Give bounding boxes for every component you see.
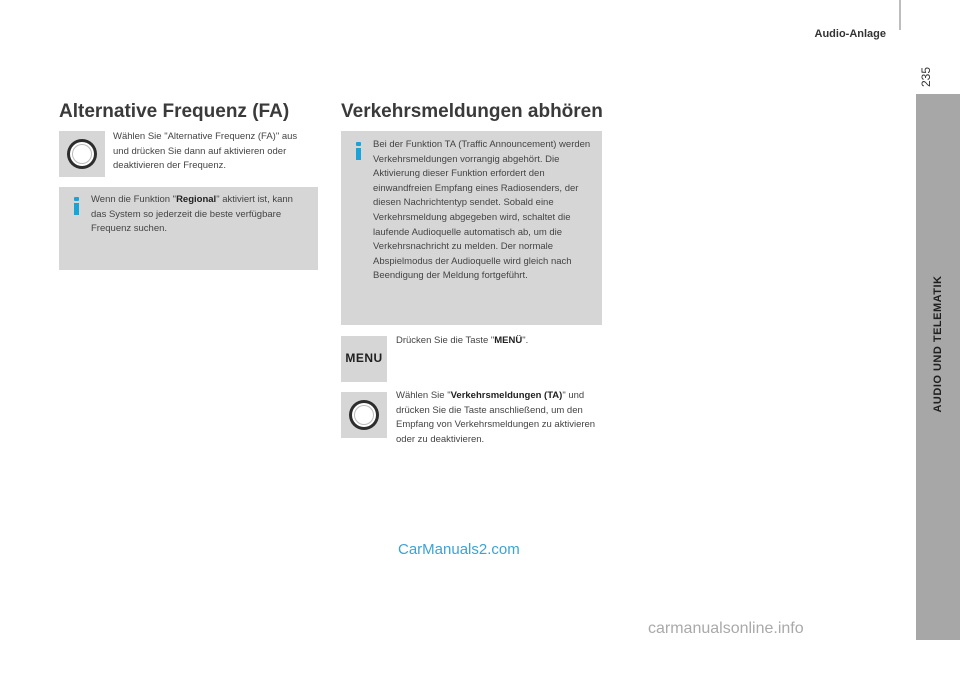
menu-button-label: MENU (345, 351, 383, 365)
section-title: Audio-Anlage (814, 28, 886, 40)
heading-alternative-frequency: Alternative Frequenz (FA) (59, 101, 290, 122)
info-box-ta (341, 131, 602, 325)
info-icon (71, 197, 83, 215)
step-select-fa: Wählen Sie "Alternative Frequenz (FA)" aus und drücken Sie dann auf aktivieren oder deaktivieren der Frequenz. (113, 131, 298, 172)
info-text-regional: Wenn die Funktion "Regional" aktiviert ist, kann das System so jederzeit die beste verfügbare Frequenz suchen. (91, 194, 293, 235)
header-divider (899, 0, 901, 30)
heading-traffic-announcements: Verkehrsmeldungen abhören (341, 101, 603, 122)
watermark-carmanualsonline: carmanualsonline.info (648, 620, 804, 637)
info-icon (353, 142, 365, 160)
chapter-number: 10 (917, 650, 959, 691)
step-select-ta: Wählen Sie "Verkehrsmeldungen (TA)" und drücken Sie die Taste anschließend, um den Empfang von Verkehrsmeldungen zu aktivieren oder zu deaktivieren. (396, 390, 596, 445)
chapter-sidebar (916, 94, 960, 691)
rotary-knob-icon (67, 139, 97, 169)
page-number: 235 (919, 66, 933, 87)
step-press-menu: Drücken Sie die Taste "MENÜ". (396, 335, 529, 346)
chapter-label: AUDIO UND TELEMATIK (932, 275, 944, 413)
info-box-regional (59, 187, 318, 270)
menu-button-image (341, 336, 387, 382)
knob-button-image (59, 131, 105, 177)
watermark-carmanuals2[interactable]: CarManuals2.com (398, 541, 520, 558)
info-text-ta: Bei der Funktion TA (Traffic Announcement) werden Verkehrsmeldungen vorrangig abgehört. Die Aktivierung dieser Funktion erfordert den einwandfreien Empfang eines Radiosenders, der diesen Nachrichtentyp sendet. Sobald eine Verkehrsmeldung abgegeben wird, schaltet die laufende Audioquelle automatisch ab, um die Verkehrsnachricht zu melden. Der normale Abspielmodus der Audioquelle wird gleich nach Beendigung der Meldung fortgeführt. (373, 139, 591, 282)
rotary-knob-icon (349, 400, 379, 430)
knob-button-image-2 (341, 392, 387, 438)
